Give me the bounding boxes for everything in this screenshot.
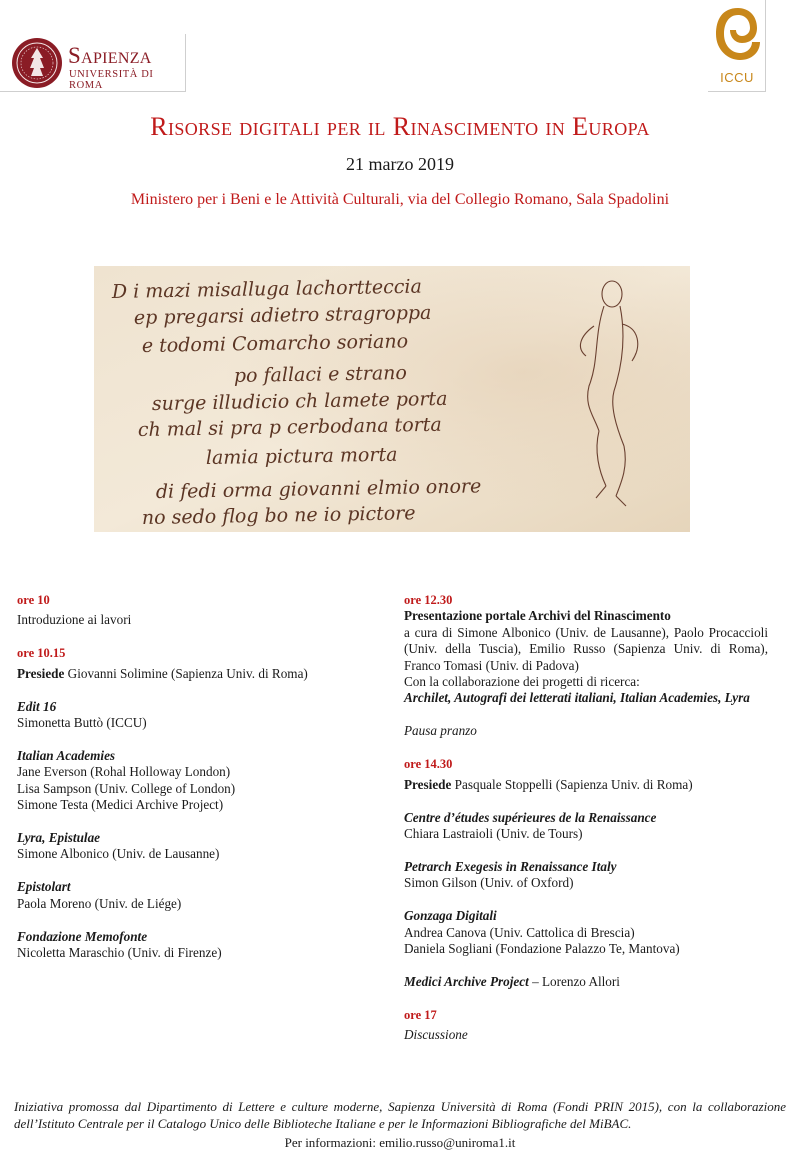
program-item [404, 974, 768, 990]
program-line: Lisa Sampson (Univ. College of London) [17, 780, 236, 796]
program-item [17, 748, 377, 814]
manuscript-line: surge illudicio ch lamete porta [151, 387, 448, 415]
program-line: Introduzione ai lavori [17, 612, 132, 628]
manuscript-line: no sedo flog bo ne io pictore [141, 502, 416, 529]
footer-contact: Per informazioni: emilio.russo@uniroma1.it [284, 1135, 516, 1150]
manuscript-line: po fallaci e strano [233, 361, 408, 387]
session-heading: Medici Archive Project [404, 973, 529, 989]
chair-name: Pasquale Stoppelli (Sapienza Univ. di Roma) [454, 776, 693, 792]
program-line [17, 666, 377, 682]
program-line: Paola Moreno (Univ. de Liége) [17, 895, 182, 911]
iccu-logo [708, 0, 764, 92]
program-line: Simone Albonico (Univ. de Lausanne) [17, 846, 220, 862]
event-date: 21 marzo 2019 [346, 154, 454, 174]
sapienza-subtitle: UNIVERSITÀ DI ROMA [69, 69, 154, 91]
program-line: Andrea Canova (Univ. Cattolica di Brescia) [404, 924, 635, 940]
program-item [404, 908, 768, 957]
portal-projects: Archilet, Autografi dei letterati italiani, Italian Academies, Lyra [404, 690, 750, 706]
program-line: Daniela Sogliani (Fondazione Palazzo Te, Mantova) [404, 941, 680, 956]
session-heading: Edit 16 [17, 698, 57, 714]
program-item [404, 756, 768, 793]
program-item [17, 929, 377, 962]
page-title: Risorse digitali per il Rinascimento in Europa [150, 112, 650, 141]
session-heading: Lyra, Epistulae [17, 830, 101, 846]
footer-note: Iniziativa promossa dal Dipartimento di Lettere e culture moderne, Sapienza Università di Roma (Fondi PRIN 2015), con la collaborazione dell’Istituto Centrale per il Catalogo Unico delle Biblioteche Italiane e per le Informazioni Bibliografiche del MiBAC. [14, 1099, 786, 1131]
program-item [404, 859, 768, 892]
program-item [404, 1007, 768, 1044]
program-item [17, 830, 377, 863]
time-label: ore 10.15 [17, 646, 66, 661]
chair-label: Presiede [17, 665, 65, 681]
portal-title: Presentazione portale Archivi del Rinascimento [404, 608, 671, 624]
manuscript-line: e todomi Comarcho soriano [141, 330, 409, 357]
chair-name: Giovanni Solimine (Sapienza Univ. di Roma) [67, 665, 308, 681]
time-label: ore 10 [17, 593, 50, 607]
separator: – [528, 973, 542, 989]
manuscript-line: lamia pictura morta [205, 443, 398, 469]
iccu-frame [708, 0, 766, 92]
time-label: ore 12.30 [404, 593, 453, 607]
program-line: Nicoletta Maraschio (Univ. di Firenze) [17, 945, 222, 961]
program-left-column [17, 592, 377, 978]
speaker-name: Lorenzo Allori [541, 973, 620, 989]
program-line [404, 777, 768, 793]
portal-curators: a cura di Simone Albonico (Univ. de Lausanne), Paolo Procaccioli (Univ. della Tuscia), Emilio Russo (Sapienza Univ. di Roma), Franco Tomasi (Univ. di Padova) [404, 624, 768, 673]
program-line: Chiara Lastraioli (Univ. de Tours) [404, 825, 583, 841]
program-item [404, 810, 768, 843]
program-item [17, 879, 377, 912]
time-label: ore 17 [404, 1007, 437, 1022]
manuscript-line: ch mal si pra p cerbodana torta [137, 413, 442, 441]
program-line [404, 974, 768, 990]
manuscript-line: di fedi orma giovanni elmio onore [155, 475, 482, 503]
session-heading: Italian Academies [17, 747, 116, 763]
program-right-column [404, 592, 768, 1060]
program-item [17, 592, 377, 629]
session-heading: Fondazione Memofonte [17, 928, 148, 944]
manuscript-line: ep pregarsi adietro stragroppa [133, 301, 432, 329]
manuscript-line: D i mazi misalluga lachortteccia [111, 275, 423, 303]
program-line: Simone Testa (Medici Archive Project) [17, 797, 224, 813]
event-venue: Ministero per i Beni e le Attività Culturali, via del Collegio Romano, Sala Spadolini [130, 191, 670, 208]
chair-label: Presiede [404, 776, 452, 792]
lunch-break: Pausa pranzo [404, 723, 477, 739]
portal-collab: Con la collaborazione dei progetti di ricerca: [404, 674, 640, 690]
program-line: Jane Everson (Rohal Holloway London) [17, 764, 231, 780]
manuscript-image [94, 266, 690, 532]
program-line: Simonetta Buttò (ICCU) [17, 715, 147, 731]
session-heading: Gonzaga Digitali [404, 908, 497, 924]
program-item [17, 645, 377, 682]
session-heading: Epistolart [17, 879, 71, 895]
sapienza-name: Sapienza [68, 43, 152, 68]
discussion-label: Discussione [404, 1027, 468, 1043]
session-heading: Centre d’études supérieures de la Renaissance [404, 809, 657, 825]
session-heading: Petrarch Exegesis in Renaissance Italy [404, 858, 617, 874]
iccu-label: ICCU [720, 70, 754, 85]
program-line: Simon Gilson (Univ. of Oxford) [404, 875, 574, 891]
sapienza-frame [0, 34, 186, 92]
program-item [404, 592, 768, 707]
time-label: ore 14.30 [404, 757, 453, 772]
program-item [17, 699, 377, 732]
